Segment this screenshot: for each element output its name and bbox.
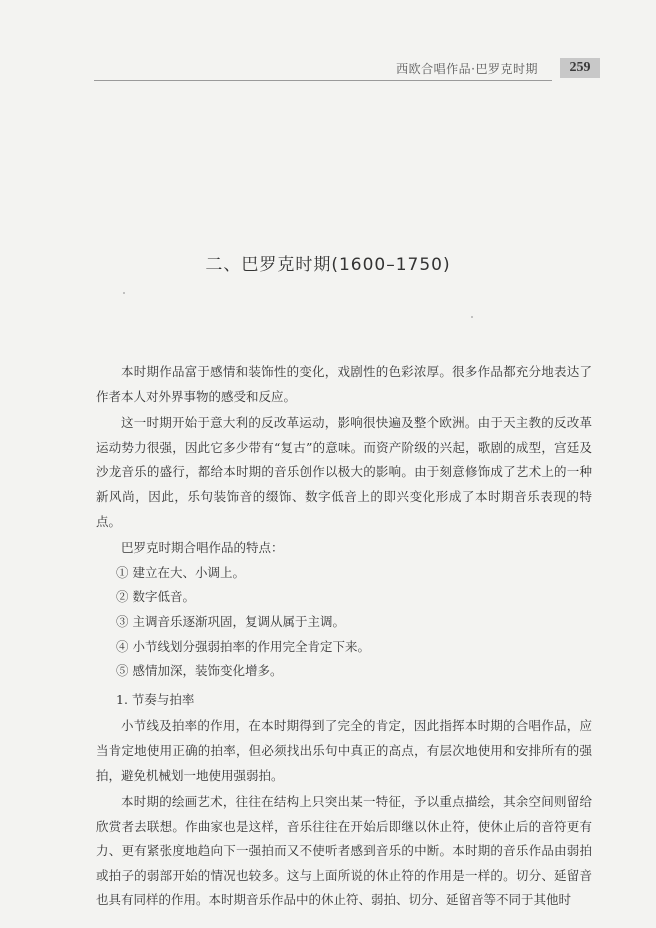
scan-speck (123, 292, 125, 294)
subsection-title: 1. 节奏与拍率 (116, 691, 195, 707)
paragraph: 巴罗克时期合唱作品的特点： (121, 540, 284, 556)
header-rule (94, 80, 552, 81)
section-title: 二、巴罗克时期(1600–1750) (205, 255, 451, 275)
feature-item: ② 数字低音。 (116, 589, 195, 605)
feature-item: ① 建立在大、小调上。 (116, 564, 245, 580)
feature-item: ③ 主调音乐逐渐巩固，复调从属于主调。 (116, 613, 345, 629)
feature-item: ⑤ 感情加深，装饰变化增多。 (116, 663, 283, 679)
running-header (94, 58, 600, 82)
paragraph: 小节线及拍率的作用，在本时期得到了完全的肯定，因此指挥本时期的合唱作品，应当肯定地使用正确的拍率，但必须找出乐句中真正的高点，有层次地使用和安排所有的强拍，避免机械划一地使用强弱拍。 (96, 718, 592, 783)
running-title: 西欧合唱作品·巴罗克时期 (396, 62, 538, 76)
scan-speck (471, 316, 473, 318)
feature-item: ④ 小节线划分强弱拍率的作用完全肯定下来。 (116, 638, 370, 654)
paragraph: 本时期的绘画艺术，往往在结构上只突出某一特征，予以重点描绘，其余空间则留给欣赏者去联想。作曲家也是这样，音乐往往在开始后即继以休止符，使休止后的音符更有力、更有紧张度地趋向下一强拍而又不使听者感到音乐的中断。本时期的音乐作品由弱拍或拍子的弱部开始的情况也较多。这与上面所说的休止符的作用是一样的。切分、延留音也具有同样的作用。本时期音乐作品中的休止符、弱拍、切分、延留音等不同于其他时 (96, 794, 592, 908)
paragraph: 本时期作品富于感情和装饰性的变化，戏剧性的色彩浓厚。很多作品都充分地表达了作者本人对外界事物的感受和反应。 (96, 364, 592, 404)
page-number: 259 (560, 58, 600, 78)
body-text (96, 360, 592, 913)
paragraph: 这一时期开始于意大利的反改革运动，影响很快遍及整个欧洲。由于天主教的反改革运动势力很强，因此它多少带有“复古”的意味。而资产阶级的兴起，歌剧的成型，宫廷及沙龙音乐的盛行，都给本时期的音乐创作以极大的影响。由于刻意修饰成了艺术上的一种新风尚，因此，乐句装饰音的缀饰、数字低音上的即兴变化形成了本时期音乐表现的特点。 (96, 415, 592, 529)
